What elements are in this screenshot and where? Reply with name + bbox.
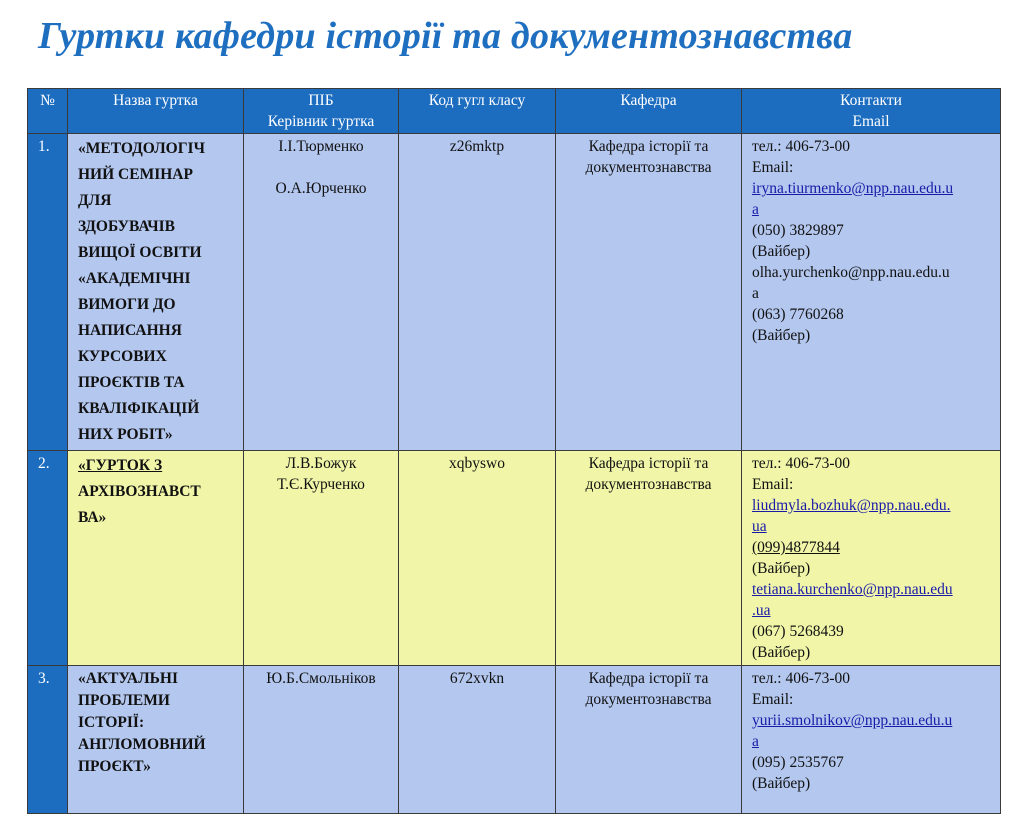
contacts [742,451,1001,666]
club-leader [244,451,399,666]
header-leader [244,89,399,134]
club-name-line: «ГУРТОК З [78,457,163,474]
email-link-cont[interactable]: ua [752,518,767,535]
club-name [68,451,244,666]
header-contacts-line1: Контакти [840,92,902,109]
row-number: 3. [28,666,68,814]
club-name-line: «АКАДЕМІЧНІ [78,270,191,287]
header-code: Код гугл класу [399,89,556,134]
leader-name: Т.Є.Курченко [277,476,365,493]
club-name-line: ПРОБЛЕМИ [78,692,170,709]
email-link[interactable]: liudmyla.bozhuk@npp.nau.edu. [752,497,951,514]
email-link-cont[interactable]: a [752,733,759,750]
classroom-code: 672xvkn [399,666,556,814]
club-name-line: ВИЩОЇ ОСВІТИ [78,244,202,261]
contacts [742,666,1001,814]
leader-name: О.А.Юрченко [275,180,367,197]
department-line: Кафедра історії та [588,138,709,155]
club-name-line: КВАЛІФІКАЦІЙ [78,400,200,417]
department-line: Кафедра історії та [588,455,709,472]
phone: тел.: 406-73-00 [752,455,851,472]
table-row-2 [28,451,1001,666]
club-name-line: НИХ РОБІТ» [78,426,173,443]
classroom-code: z26mktp [399,134,556,451]
club-name [68,666,244,814]
club-name-line: ІСТОРІЇ: [78,714,145,731]
viber-note: (Вайбер) [752,775,811,792]
page-title: Гуртки кафедри історії та документознавства [38,15,853,57]
email-text-cont: a [752,285,759,302]
header-name: Назва гуртка [68,89,244,134]
email-label: Email: [752,159,794,176]
email-text: olha.yurchenko@npp.nau.edu.u [752,264,950,281]
leader-name: І.І.Тюрменко [278,138,364,155]
table-header-row [28,89,1001,134]
club-name-line: ВИМОГИ ДО [78,296,176,313]
phone: (063) 7760268 [752,306,844,323]
department-line: документознавства [585,691,712,708]
phone: (095) 2535767 [752,754,844,771]
department-line: документознавства [585,159,712,176]
viber-note: (Вайбер) [752,327,811,344]
header-leader-line2: Керівник гуртка [267,113,375,130]
leader-name: Ю.Б.Смольніков [266,670,376,687]
club-name-line: НАПИСАННЯ [78,322,182,339]
phone: (067) 5268439 [752,623,844,640]
table-row-3 [28,666,1001,814]
club-name [68,134,244,451]
club-name-line: ПРОЄКТІВ ТА [78,374,185,391]
viber-note: (Вайбер) [752,644,811,661]
club-leader [244,666,399,814]
club-name-line: КУРСОВИХ [78,348,167,365]
phone: тел.: 406-73-00 [752,138,851,155]
table-row-1 [28,134,1001,451]
department-line: Кафедра історії та [588,670,709,687]
email-label: Email: [752,691,794,708]
phone: (050) 3829897 [752,222,844,239]
header-contacts-line2: Email [852,113,890,130]
contacts [742,134,1001,451]
club-name-line: АРХІВОЗНАВСТ [78,483,201,500]
leader-name: Л.В.Божук [285,455,357,472]
club-name-line: ДЛЯ [78,192,112,209]
club-leader [244,134,399,451]
header-dept: Кафедра [556,89,742,134]
email-link[interactable]: iryna.tiurmenko@npp.nau.edu.u [752,180,954,197]
phone: (099)4877844 [752,539,840,556]
classroom-code: xqbyswo [399,451,556,666]
club-name-line: «МЕТОДОЛОГІЧ [78,140,205,157]
viber-note: (Вайбер) [752,243,811,260]
email-link-cont[interactable]: .ua [752,602,771,619]
club-name-line: НИЙ СЕМІНАР [78,166,193,183]
club-name-line: «АКТУАЛЬНІ [78,670,179,687]
club-name-line: ЗДОБУВАЧІВ [78,218,175,235]
club-name-line: АНГЛОМОВНИЙ [78,736,206,753]
viber-note: (Вайбер) [752,560,811,577]
email-link[interactable]: yurii.smolnikov@npp.nau.edu.u [752,712,953,729]
header-contacts [742,89,1001,134]
department [556,451,742,666]
phone: тел.: 406-73-00 [752,670,851,687]
row-number: 2. [28,451,68,666]
club-name-line: ВА» [78,509,107,526]
club-name-line: ПРОЄКТ» [78,758,151,775]
clubs-table [27,88,1001,814]
header-leader-line1: ПІБ [308,92,334,109]
row-number: 1. [28,134,68,451]
department [556,134,742,451]
department-line: документознавства [585,476,712,493]
email-link-cont[interactable]: a [752,201,759,218]
header-num: № [28,89,68,134]
email-link[interactable]: tetiana.kurchenko@npp.nau.edu [752,581,953,598]
department [556,666,742,814]
email-label: Email: [752,476,794,493]
